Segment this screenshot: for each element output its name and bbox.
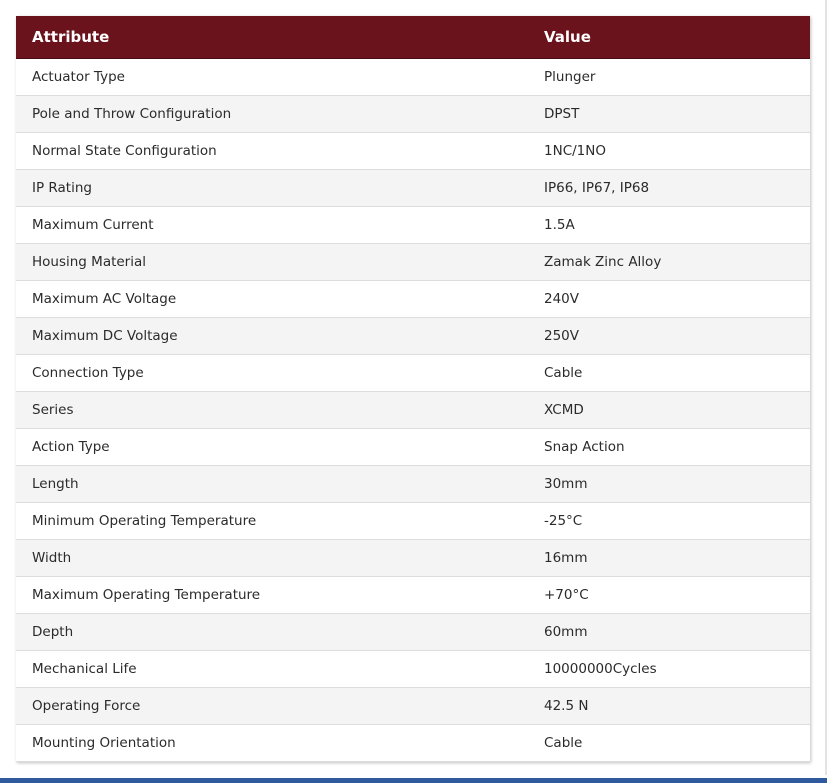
table-row: [16, 355, 810, 392]
value-cell: 1.5A: [544, 217, 575, 233]
attribute-cell: IP Rating: [32, 180, 92, 196]
value-cell: Plunger: [544, 69, 596, 85]
attribute-cell: Width: [32, 550, 72, 566]
attribute-cell: Maximum DC Voltage: [32, 328, 178, 344]
table-row: [16, 170, 810, 207]
attribute-cell: Minimum Operating Temperature: [32, 513, 257, 529]
value-cell: 1NC/1NO: [544, 143, 606, 159]
header-value: Value: [544, 28, 591, 46]
value-cell: XCMD: [544, 402, 584, 418]
table-row: [16, 59, 810, 96]
value-cell: +70°C: [544, 587, 589, 603]
table-row: [16, 466, 810, 503]
value-cell: Cable: [544, 735, 583, 751]
table-row: [16, 540, 810, 577]
attribute-cell: Depth: [32, 624, 74, 640]
value-cell: 240V: [544, 291, 580, 307]
value-cell: DPST: [544, 106, 580, 122]
table-row: [16, 725, 810, 762]
attribute-table: [16, 16, 810, 762]
attribute-cell: Actuator Type: [32, 69, 125, 85]
value-cell: Cable: [544, 365, 583, 381]
attribute-cell: Pole and Throw Configuration: [32, 106, 232, 122]
value-cell: IP66, IP67, IP68: [544, 180, 650, 196]
table-row: [16, 244, 810, 281]
table-row: [16, 207, 810, 244]
value-cell: -25°C: [544, 513, 583, 529]
value-cell: 60mm: [544, 624, 588, 640]
attribute-cell: Connection Type: [32, 365, 144, 381]
attribute-cell: Action Type: [32, 439, 110, 455]
table-row: [16, 392, 810, 429]
attribute-cell: Normal State Configuration: [32, 143, 217, 159]
value-cell: 30mm: [544, 476, 588, 492]
table-row: [16, 318, 810, 355]
value-cell: 42.5 N: [544, 698, 589, 714]
header-attribute: Attribute: [32, 28, 110, 46]
attribute-cell: Series: [32, 402, 74, 418]
table-header-row: [16, 16, 810, 59]
table-row: [16, 503, 810, 540]
table-row: [16, 688, 810, 725]
attribute-cell: Maximum Current: [32, 217, 154, 233]
bottom-bar: [0, 778, 827, 783]
value-cell: Zamak Zinc Alloy: [544, 254, 662, 270]
table-row: [16, 577, 810, 614]
attribute-cell: Maximum Operating Temperature: [32, 587, 261, 603]
attribute-cell: Operating Force: [32, 698, 141, 714]
attribute-cell: Mounting Orientation: [32, 735, 176, 751]
table-row: [16, 429, 810, 466]
attribute-cell: Mechanical Life: [32, 661, 137, 677]
attribute-cell: Maximum AC Voltage: [32, 291, 177, 307]
value-cell: 16mm: [544, 550, 588, 566]
value-cell: 10000000Cycles: [544, 661, 657, 677]
table-row: [16, 614, 810, 651]
table-body: [16, 59, 810, 762]
table-row: [16, 651, 810, 688]
attribute-cell: Housing Material: [32, 254, 147, 270]
attribute-cell: Length: [32, 476, 79, 492]
value-cell: Snap Action: [544, 439, 625, 455]
table-row: [16, 281, 810, 318]
table-row: [16, 96, 810, 133]
table-row: [16, 133, 810, 170]
value-cell: 250V: [544, 328, 580, 344]
